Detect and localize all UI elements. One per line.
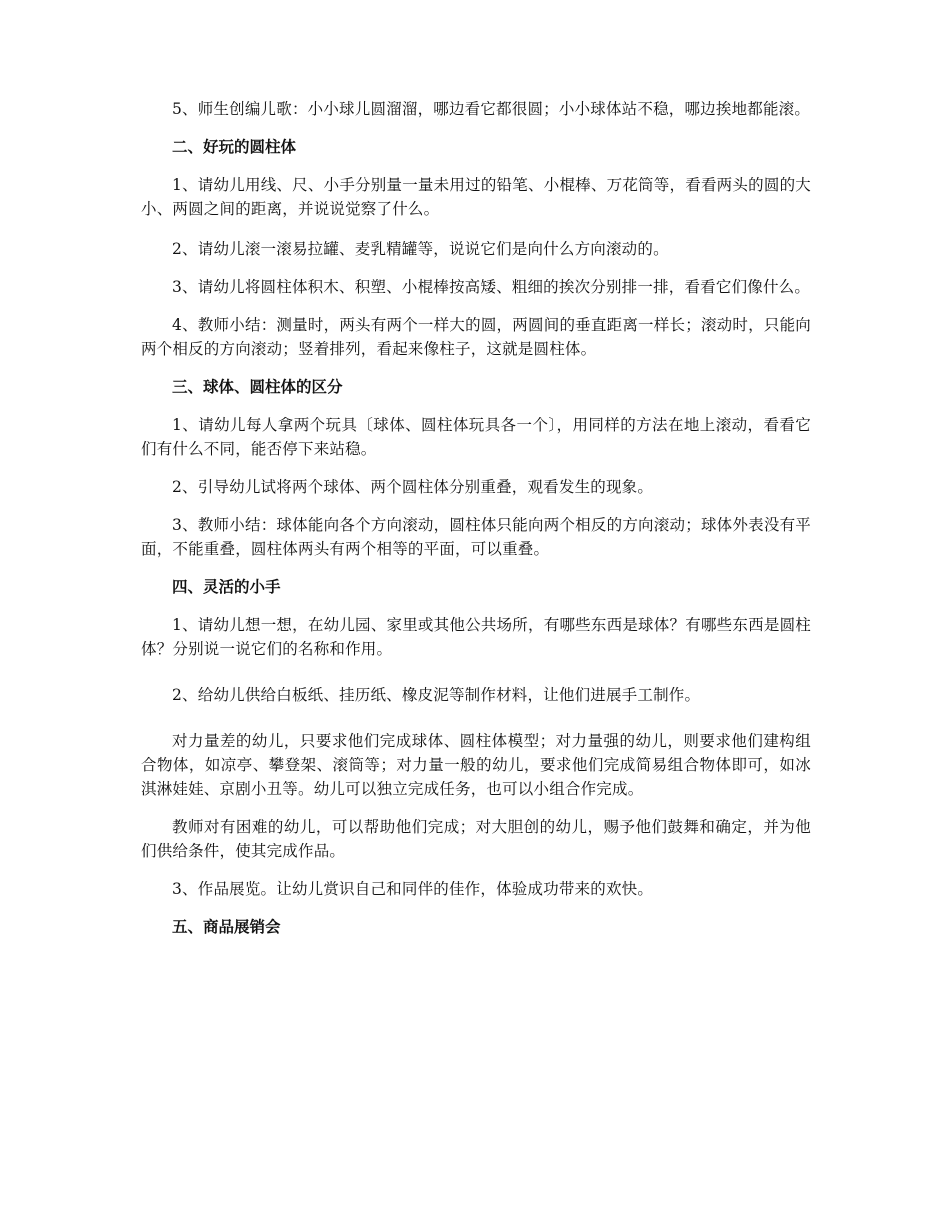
paragraph: 2、给幼儿供给白板纸、挂历纸、橡皮泥等制作材料，让他们进展手工制作。 <box>172 686 701 704</box>
section-heading: 四、灵活的小手 <box>172 578 281 596</box>
section-heading: 三、球体、圆柱体的区分 <box>172 378 343 396</box>
paragraph: 1、请幼儿每人拿两个玩具〔球体、圆柱体玩具各一个〕，用同样的方法在地上滚动，看看它们有什么不同，能否停下来站稳。 <box>141 416 811 458</box>
section-heading: 五、商品展销会 <box>172 918 281 936</box>
paragraph: 5、师生创编儿歌：小小球儿圆溜溜，哪边看它都很圆；小小球体站不稳，哪边挨地都能滚。 <box>172 100 811 118</box>
section-heading: 二、好玩的圆柱体 <box>172 138 297 156</box>
paragraph: 3、教师小结：球体能向各个方向滚动，圆柱体只能向两个相反的方向滚动；球体外表没有平面，不能重叠，圆柱体两头有两个相等的平面，可以重叠。 <box>141 516 811 558</box>
paragraph: 1、请幼儿想一想，在幼儿园、家里或其他公共场所，有哪些东西是球体？有哪些东西是圆柱体？分别说一说它们的名称和作用。 <box>141 616 811 658</box>
document-body <box>141 97 811 939</box>
paragraph: 教师对有困难的幼儿，可以帮助他们完成；对大胆创的幼儿，赐予他们鼓舞和确定，并为他们供给条件，使其完成作品。 <box>141 818 811 860</box>
paragraph: 对力量差的幼儿，只要求他们完成球体、圆柱体模型；对力量强的幼儿，则要求他们建构组合物体，如凉亭、攀登架、滚筒等；对力量一般的幼儿，要求他们完成简易组合物体即可，如冰淇淋娃娃、京剧小丑等。幼儿可以独立完成任务，也可以小组合作完成。 <box>141 732 811 798</box>
paragraph: 1、请幼儿用线、尺、小手分别量一量未用过的铅笔、小棍棒、万花筒等，看看两头的圆的大小、两圆之间的距离，并说说觉察了什么。 <box>141 176 811 218</box>
paragraph: 4、教师小结：测量时，两头有两个一样大的圆，两圆间的垂直距离一样长；滚动时，只能向两个相反的方向滚动；竖着排列，看起来像柱子，这就是圆柱体。 <box>141 316 811 358</box>
paragraph: 3、请幼儿将圆柱体积木、积塑、小棍棒按高矮、粗细的挨次分别排一排，看看它们像什么。 <box>172 278 811 296</box>
paragraph: 2、请幼儿滚一滚易拉罐、麦乳精罐等，说说它们是向什么方向滚动的。 <box>172 240 669 258</box>
paragraph: 3、作品展览。让幼儿赏识自己和同伴的佳作，体验成功带来的欢快。 <box>172 880 654 898</box>
paragraph: 2、引导幼儿试将两个球体、两个圆柱体分别重叠，观看发生的现象。 <box>172 478 654 496</box>
